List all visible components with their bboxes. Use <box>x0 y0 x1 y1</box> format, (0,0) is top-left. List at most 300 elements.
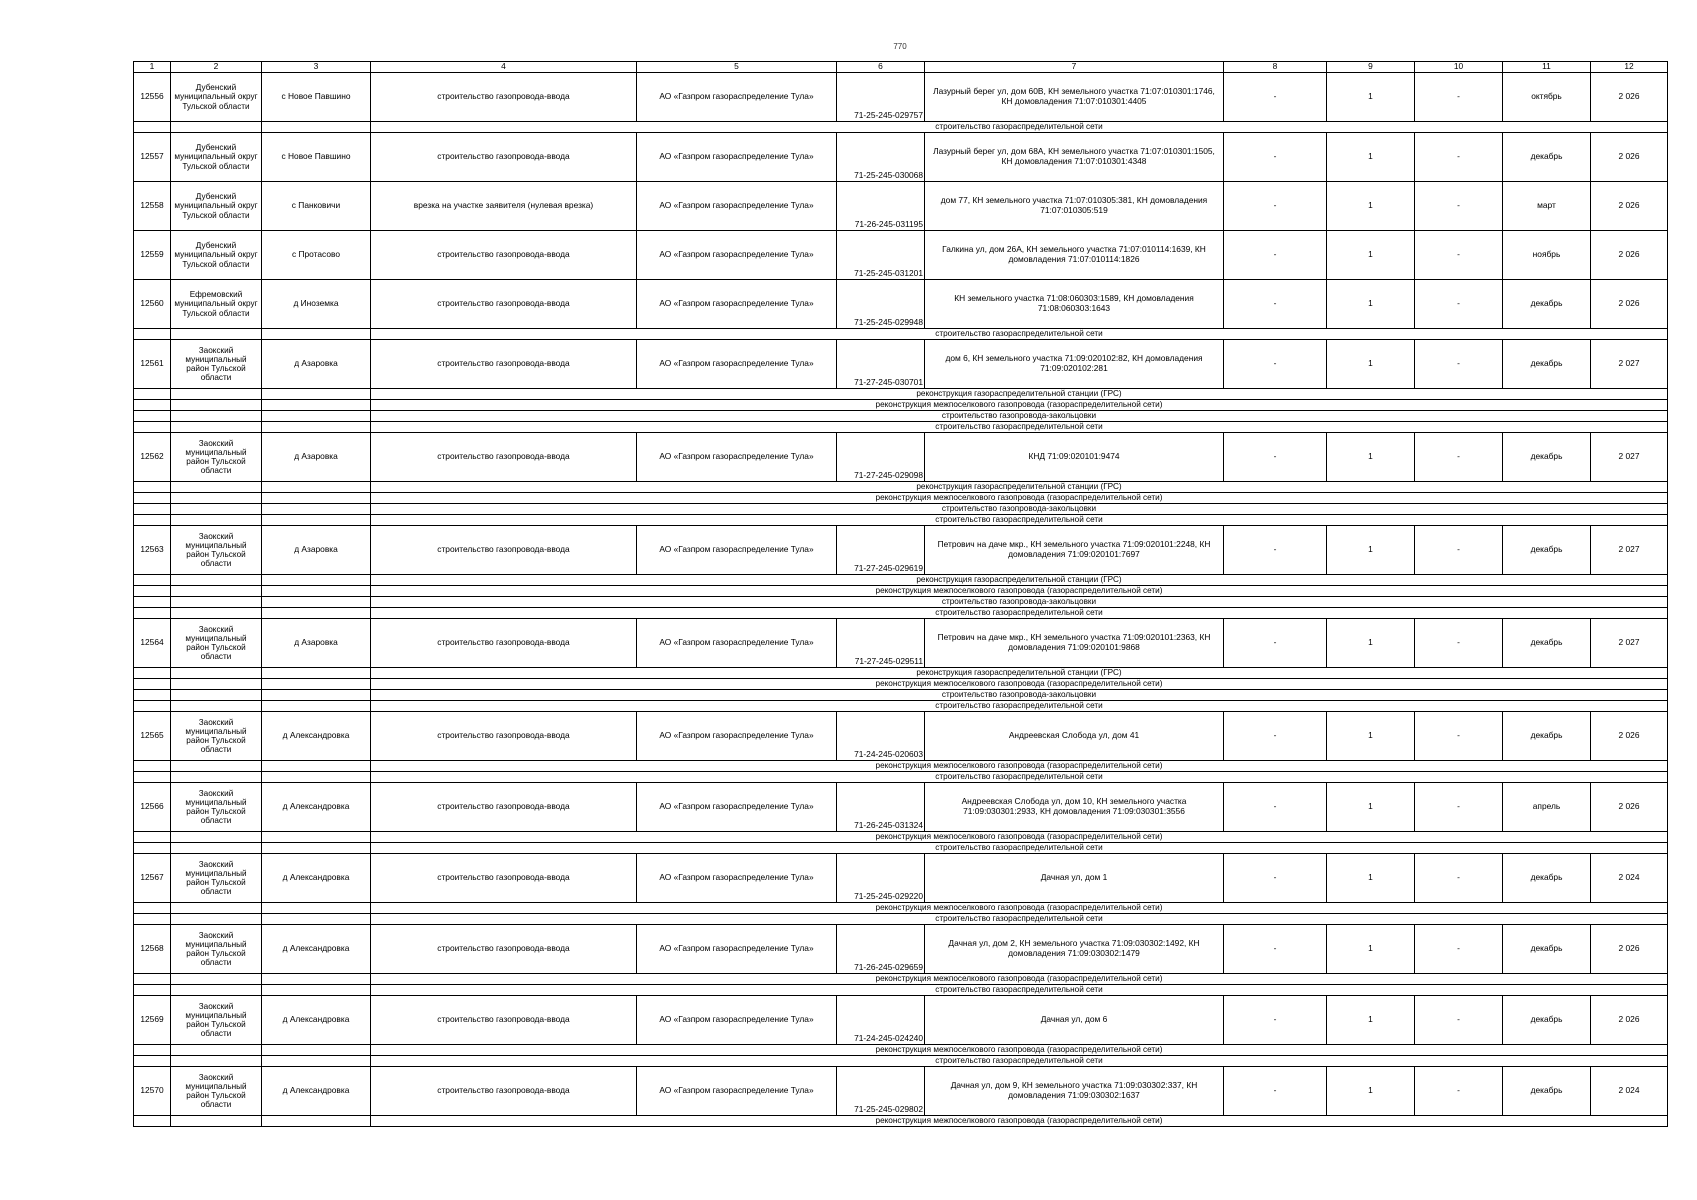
month-cell: декабрь <box>1503 280 1591 329</box>
col9-cell: 1 <box>1327 433 1415 482</box>
sub-empty-cell <box>171 903 262 914</box>
address-cell: Петрович на даче мкр., КН земельного участка 71:09:020101:2363, КН домовладения 71:09:020101:9868 <box>925 619 1224 668</box>
district-cell: Заокский муниципальный район Тульской области <box>171 1067 262 1116</box>
sub-empty-cell <box>262 914 371 925</box>
work-type-cell: строительство газопровода-ввода <box>371 280 637 329</box>
sub-empty-cell <box>171 690 262 701</box>
sub-empty-cell <box>262 493 371 504</box>
sub-empty-cell <box>171 1056 262 1067</box>
gasification-table <box>133 61 1668 1127</box>
sub-work-row <box>134 761 1668 772</box>
organization-cell: АО «Газпром газораспределение Тула» <box>637 925 837 974</box>
address-cell: Лазурный берег ул, дом 68А, КН земельного участка 71:07:010301:1505, КН домовладения 71:07:010301:4348 <box>925 133 1224 182</box>
work-type-cell: строительство газопровода-ввода <box>371 526 637 575</box>
locality-cell: с Новое Павшино <box>262 73 371 122</box>
entry-number: 12564 <box>134 619 171 668</box>
district-cell: Заокский муниципальный район Тульской области <box>171 619 262 668</box>
sub-work-text: реконструкция межпоселкового газопровода (газораспределительной сети) <box>371 1045 1668 1056</box>
table-row <box>134 996 1668 1045</box>
district-cell: Заокский муниципальный район Тульской области <box>171 925 262 974</box>
sub-empty-cell <box>134 761 171 772</box>
sub-empty-cell <box>171 761 262 772</box>
application-number-cell: 71-25-245-029802 <box>837 1067 925 1116</box>
sub-empty-cell <box>171 122 262 133</box>
sub-work-text: строительство газораспределительной сети <box>371 515 1668 526</box>
sub-empty-cell <box>134 668 171 679</box>
locality-cell: д Александровка <box>262 712 371 761</box>
organization-cell: АО «Газпром газораспределение Тула» <box>637 854 837 903</box>
entry-number: 12570 <box>134 1067 171 1116</box>
application-number-cell: 71-24-245-024240 <box>837 996 925 1045</box>
district-cell: Дубенский муниципальный округ Тульской области <box>171 73 262 122</box>
col10-cell: - <box>1415 433 1503 482</box>
organization-cell: АО «Газпром газораспределение Тула» <box>637 73 837 122</box>
sub-empty-cell <box>262 389 371 400</box>
sub-empty-cell <box>262 400 371 411</box>
sub-empty-cell <box>134 575 171 586</box>
col10-cell: - <box>1415 133 1503 182</box>
year-cell: 2 027 <box>1591 619 1668 668</box>
district-cell: Заокский муниципальный район Тульской области <box>171 526 262 575</box>
sub-empty-cell <box>262 772 371 783</box>
sub-empty-cell <box>262 974 371 985</box>
entry-number: 12565 <box>134 712 171 761</box>
col9-cell: 1 <box>1327 73 1415 122</box>
district-cell: Дубенский муниципальный округ Тульской области <box>171 133 262 182</box>
year-cell: 2 026 <box>1591 133 1668 182</box>
col10-cell: - <box>1415 854 1503 903</box>
sub-work-row <box>134 493 1668 504</box>
district-cell: Заокский муниципальный район Тульской области <box>171 340 262 389</box>
table-row <box>134 133 1668 182</box>
sub-empty-cell <box>262 586 371 597</box>
address-cell: дом 77, КН земельного участка 71:07:010305:381, КН домовладения 71:07:010305:519 <box>925 182 1224 231</box>
table-row <box>134 925 1668 974</box>
col9-cell: 1 <box>1327 133 1415 182</box>
sub-empty-cell <box>134 122 171 133</box>
entry-number: 12569 <box>134 996 171 1045</box>
sub-empty-cell <box>171 608 262 619</box>
sub-work-text: реконструкция межпоселкового газопровода (газораспределительной сети) <box>371 493 1668 504</box>
locality-cell: д Азаровка <box>262 526 371 575</box>
locality-cell: д Иноземка <box>262 280 371 329</box>
column-header-7: 7 <box>925 62 1224 73</box>
sub-empty-cell <box>134 974 171 985</box>
sub-empty-cell <box>262 903 371 914</box>
col10-cell: - <box>1415 340 1503 389</box>
sub-empty-cell <box>134 843 171 854</box>
sub-empty-cell <box>262 985 371 996</box>
address-cell: КНД 71:09:020101:9474 <box>925 433 1224 482</box>
sub-work-text: строительство газопровода-закольцовки <box>371 504 1668 515</box>
address-cell: Андреевская Слобода ул, дом 41 <box>925 712 1224 761</box>
work-type-cell: врезка на участке заявителя (нулевая врезка) <box>371 182 637 231</box>
sub-empty-cell <box>262 597 371 608</box>
col10-cell: - <box>1415 1067 1503 1116</box>
locality-cell: с Панковичи <box>262 182 371 231</box>
address-cell: Андреевская Слобода ул, дом 10, КН земельного участка 71:09:030301:2933, КН домовладения 71:09:030301:3556 <box>925 783 1224 832</box>
sub-empty-cell <box>262 608 371 619</box>
sub-empty-cell <box>134 329 171 340</box>
organization-cell: АО «Газпром газораспределение Тула» <box>637 783 837 832</box>
col10-cell: - <box>1415 783 1503 832</box>
sub-work-text: строительство газопровода-закольцовки <box>371 597 1668 608</box>
col8-cell: - <box>1224 712 1327 761</box>
sub-empty-cell <box>134 504 171 515</box>
sub-work-row <box>134 843 1668 854</box>
sub-empty-cell <box>134 914 171 925</box>
sub-work-text: реконструкция межпоселкового газопровода (газораспределительной сети) <box>371 586 1668 597</box>
entry-number: 12563 <box>134 526 171 575</box>
table-row <box>134 854 1668 903</box>
year-cell: 2 024 <box>1591 1067 1668 1116</box>
entry-number: 12557 <box>134 133 171 182</box>
district-cell: Заокский муниципальный район Тульской области <box>171 854 262 903</box>
sub-empty-cell <box>134 832 171 843</box>
sub-work-row <box>134 400 1668 411</box>
work-type-cell: строительство газопровода-ввода <box>371 712 637 761</box>
column-header-10: 10 <box>1415 62 1503 73</box>
organization-cell: АО «Газпром газораспределение Тула» <box>637 133 837 182</box>
entry-number: 12562 <box>134 433 171 482</box>
col8-cell: - <box>1224 433 1327 482</box>
sub-empty-cell <box>262 668 371 679</box>
sub-work-text: реконструкция газораспределительной станции (ГРС) <box>371 575 1668 586</box>
month-cell: ноябрь <box>1503 231 1591 280</box>
sub-empty-cell <box>134 608 171 619</box>
sub-empty-cell <box>134 400 171 411</box>
year-cell: 2 024 <box>1591 854 1668 903</box>
col8-cell: - <box>1224 1067 1327 1116</box>
sub-empty-cell <box>262 575 371 586</box>
sub-work-row <box>134 701 1668 712</box>
col9-cell: 1 <box>1327 854 1415 903</box>
col9-cell: 1 <box>1327 925 1415 974</box>
col8-cell: - <box>1224 854 1327 903</box>
table-row <box>134 231 1668 280</box>
sub-empty-cell <box>134 679 171 690</box>
sub-empty-cell <box>171 597 262 608</box>
application-number-cell: 71-24-245-020603 <box>837 712 925 761</box>
locality-cell: д Александровка <box>262 1067 371 1116</box>
column-header-11: 11 <box>1503 62 1591 73</box>
month-cell: декабрь <box>1503 619 1591 668</box>
sub-empty-cell <box>262 411 371 422</box>
sub-work-row <box>134 608 1668 619</box>
col9-cell: 1 <box>1327 280 1415 329</box>
sub-empty-cell <box>134 1045 171 1056</box>
table-row <box>134 73 1668 122</box>
application-number-cell: 71-26-245-031195 <box>837 182 925 231</box>
sub-work-row <box>134 832 1668 843</box>
sub-empty-cell <box>171 1045 262 1056</box>
col9-cell: 1 <box>1327 182 1415 231</box>
sub-work-row <box>134 974 1668 985</box>
sub-empty-cell <box>134 772 171 783</box>
locality-cell: д Александровка <box>262 854 371 903</box>
table-row <box>134 340 1668 389</box>
work-type-cell: строительство газопровода-ввода <box>371 231 637 280</box>
month-cell: декабрь <box>1503 133 1591 182</box>
table-row <box>134 712 1668 761</box>
sub-empty-cell <box>171 701 262 712</box>
district-cell: Дубенский муниципальный округ Тульской области <box>171 231 262 280</box>
table-row <box>134 1067 1668 1116</box>
work-type-cell: строительство газопровода-ввода <box>371 619 637 668</box>
column-header-1: 1 <box>134 62 171 73</box>
col8-cell: - <box>1224 340 1327 389</box>
year-cell: 2 026 <box>1591 280 1668 329</box>
sub-empty-cell <box>134 482 171 493</box>
col8-cell: - <box>1224 526 1327 575</box>
sub-empty-cell <box>171 504 262 515</box>
col9-cell: 1 <box>1327 340 1415 389</box>
sub-work-text: строительство газораспределительной сети <box>371 701 1668 712</box>
sub-empty-cell <box>262 690 371 701</box>
sub-work-text: строительство газопровода-закольцовки <box>371 411 1668 422</box>
sub-work-text: строительство газораспределительной сети <box>371 329 1668 340</box>
month-cell: декабрь <box>1503 854 1591 903</box>
sub-work-text: реконструкция межпоселкового газопровода (газораспределительной сети) <box>371 903 1668 914</box>
sub-empty-cell <box>134 411 171 422</box>
sub-empty-cell <box>262 1056 371 1067</box>
sub-empty-cell <box>262 515 371 526</box>
sub-work-text: строительство газораспределительной сети <box>371 122 1668 133</box>
column-header-3: 3 <box>262 62 371 73</box>
year-cell: 2 027 <box>1591 340 1668 389</box>
year-cell: 2 026 <box>1591 925 1668 974</box>
locality-cell: д Александровка <box>262 996 371 1045</box>
month-cell: декабрь <box>1503 340 1591 389</box>
col10-cell: - <box>1415 996 1503 1045</box>
year-cell: 2 026 <box>1591 712 1668 761</box>
sub-work-row <box>134 422 1668 433</box>
sub-work-text: строительство газопровода-закольцовки <box>371 690 1668 701</box>
table-row <box>134 783 1668 832</box>
col10-cell: - <box>1415 925 1503 974</box>
district-cell: Заокский муниципальный район Тульской области <box>171 783 262 832</box>
column-header-9: 9 <box>1327 62 1415 73</box>
district-cell: Заокский муниципальный район Тульской области <box>171 712 262 761</box>
sub-empty-cell <box>262 122 371 133</box>
col9-cell: 1 <box>1327 231 1415 280</box>
address-cell: Дачная ул, дом 1 <box>925 854 1224 903</box>
year-cell: 2 026 <box>1591 996 1668 1045</box>
sub-work-row <box>134 668 1668 679</box>
locality-cell: д Азаровка <box>262 619 371 668</box>
organization-cell: АО «Газпром газораспределение Тула» <box>637 526 837 575</box>
col10-cell: - <box>1415 619 1503 668</box>
sub-empty-cell <box>262 761 371 772</box>
sub-work-row <box>134 411 1668 422</box>
sub-empty-cell <box>134 515 171 526</box>
month-cell: апрель <box>1503 783 1591 832</box>
sub-work-text: реконструкция межпоселкового газопровода (газораспределительной сети) <box>371 1116 1668 1127</box>
month-cell: март <box>1503 182 1591 231</box>
organization-cell: АО «Газпром газораспределение Тула» <box>637 182 837 231</box>
sub-work-text: строительство газораспределительной сети <box>371 772 1668 783</box>
application-number-cell: 71-26-245-031324 <box>837 783 925 832</box>
table-row <box>134 526 1668 575</box>
sub-empty-cell <box>134 422 171 433</box>
sub-work-row <box>134 586 1668 597</box>
sub-empty-cell <box>134 690 171 701</box>
organization-cell: АО «Газпром газораспределение Тула» <box>637 619 837 668</box>
year-cell: 2 026 <box>1591 182 1668 231</box>
sub-work-text: реконструкция газораспределительной станции (ГРС) <box>371 389 1668 400</box>
col8-cell: - <box>1224 925 1327 974</box>
application-number-cell: 71-25-245-029757 <box>837 73 925 122</box>
sub-empty-cell <box>171 914 262 925</box>
sub-empty-cell <box>171 422 262 433</box>
sub-empty-cell <box>171 843 262 854</box>
sub-empty-cell <box>134 903 171 914</box>
col9-cell: 1 <box>1327 619 1415 668</box>
sub-empty-cell <box>262 701 371 712</box>
sub-empty-cell <box>171 493 262 504</box>
sub-work-row <box>134 914 1668 925</box>
year-cell: 2 026 <box>1591 783 1668 832</box>
table-row <box>134 280 1668 329</box>
sub-empty-cell <box>262 422 371 433</box>
sub-empty-cell <box>171 411 262 422</box>
table-row <box>134 433 1668 482</box>
address-cell: Дачная ул, дом 6 <box>925 996 1224 1045</box>
application-number-cell: 71-25-245-029220 <box>837 854 925 903</box>
col9-cell: 1 <box>1327 1067 1415 1116</box>
col8-cell: - <box>1224 280 1327 329</box>
locality-cell: д Александровка <box>262 783 371 832</box>
sub-work-text: строительство газораспределительной сети <box>371 1056 1668 1067</box>
address-cell: дом 6, КН земельного участка 71:09:020102:82, КН домовладения 71:09:020102:281 <box>925 340 1224 389</box>
year-cell: 2 027 <box>1591 526 1668 575</box>
address-cell: Дачная ул, дом 9, КН земельного участка 71:09:030302:337, КН домовладения 71:09:030302:1637 <box>925 1067 1224 1116</box>
col9-cell: 1 <box>1327 712 1415 761</box>
sub-empty-cell <box>171 985 262 996</box>
work-type-cell: строительство газопровода-ввода <box>371 1067 637 1116</box>
col10-cell: - <box>1415 526 1503 575</box>
sub-empty-cell <box>134 701 171 712</box>
sub-empty-cell <box>262 329 371 340</box>
col8-cell: - <box>1224 182 1327 231</box>
month-cell: декабрь <box>1503 996 1591 1045</box>
sub-work-row <box>134 1045 1668 1056</box>
sub-empty-cell <box>262 482 371 493</box>
sub-work-row <box>134 903 1668 914</box>
sub-work-text: реконструкция межпоселкового газопровода (газораспределительной сети) <box>371 832 1668 843</box>
table-row <box>134 182 1668 231</box>
district-cell: Заокский муниципальный район Тульской области <box>171 433 262 482</box>
work-type-cell: строительство газопровода-ввода <box>371 854 637 903</box>
sub-work-row <box>134 504 1668 515</box>
locality-cell: д Александровка <box>262 925 371 974</box>
entry-number: 12566 <box>134 783 171 832</box>
month-cell: декабрь <box>1503 712 1591 761</box>
sub-empty-cell <box>171 515 262 526</box>
entry-number: 12560 <box>134 280 171 329</box>
sub-work-text: реконструкция межпоселкового газопровода (газораспределительной сети) <box>371 761 1668 772</box>
sub-work-text: строительство газораспределительной сети <box>371 608 1668 619</box>
column-header-2: 2 <box>171 62 262 73</box>
address-cell: Галкина ул, дом 26А, КН земельного участка 71:07:010114:1639, КН домовладения 71:07:010114:1826 <box>925 231 1224 280</box>
sub-empty-cell <box>262 843 371 854</box>
sub-empty-cell <box>171 389 262 400</box>
sub-empty-cell <box>171 1116 262 1127</box>
work-type-cell: строительство газопровода-ввода <box>371 340 637 389</box>
entry-number: 12558 <box>134 182 171 231</box>
organization-cell: АО «Газпром газораспределение Тула» <box>637 996 837 1045</box>
sub-empty-cell <box>171 586 262 597</box>
address-cell: Дачная ул, дом 2, КН земельного участка 71:09:030302:1492, КН домовладения 71:09:030302:1479 <box>925 925 1224 974</box>
sub-work-row <box>134 515 1668 526</box>
entry-number: 12561 <box>134 340 171 389</box>
address-cell: Лазурный берег ул, дом 60В, КН земельного участка 71:07:010301:1746, КН домовладения 71:07:010301:4405 <box>925 73 1224 122</box>
sub-empty-cell <box>134 389 171 400</box>
work-type-cell: строительство газопровода-ввода <box>371 783 637 832</box>
work-type-cell: строительство газопровода-ввода <box>371 133 637 182</box>
col9-cell: 1 <box>1327 783 1415 832</box>
organization-cell: АО «Газпром газораспределение Тула» <box>637 280 837 329</box>
sub-work-row <box>134 1056 1668 1067</box>
sub-empty-cell <box>134 1056 171 1067</box>
sub-empty-cell <box>171 832 262 843</box>
col10-cell: - <box>1415 73 1503 122</box>
sub-work-text: строительство газораспределительной сети <box>371 985 1668 996</box>
application-number-cell: 71-27-245-029098 <box>837 433 925 482</box>
work-type-cell: строительство газопровода-ввода <box>371 73 637 122</box>
table-row <box>134 619 1668 668</box>
sub-empty-cell <box>171 575 262 586</box>
col10-cell: - <box>1415 280 1503 329</box>
work-type-cell: строительство газопровода-ввода <box>371 925 637 974</box>
sub-work-row <box>134 690 1668 701</box>
page-number: 770 <box>893 42 907 51</box>
application-number-cell: 71-25-245-029948 <box>837 280 925 329</box>
col8-cell: - <box>1224 231 1327 280</box>
column-header-6: 6 <box>837 62 925 73</box>
sub-work-text: строительство газораспределительной сети <box>371 422 1668 433</box>
organization-cell: АО «Газпром газораспределение Тула» <box>637 433 837 482</box>
sub-empty-cell <box>262 679 371 690</box>
col10-cell: - <box>1415 182 1503 231</box>
sub-work-row <box>134 772 1668 783</box>
col8-cell: - <box>1224 783 1327 832</box>
sub-empty-cell <box>262 1116 371 1127</box>
entry-number: 12559 <box>134 231 171 280</box>
organization-cell: АО «Газпром газораспределение Тула» <box>637 712 837 761</box>
col8-cell: - <box>1224 133 1327 182</box>
application-number-cell: 71-27-245-029511 <box>837 619 925 668</box>
col9-cell: 1 <box>1327 996 1415 1045</box>
sub-work-row <box>134 329 1668 340</box>
sub-work-row <box>134 679 1668 690</box>
sub-empty-cell <box>171 400 262 411</box>
application-number-cell: 71-27-245-030701 <box>837 340 925 389</box>
sub-work-text: реконструкция межпоселкового газопровода (газораспределительной сети) <box>371 400 1668 411</box>
sub-work-row <box>134 122 1668 133</box>
locality-cell: д Азаровка <box>262 340 371 389</box>
sub-empty-cell <box>171 329 262 340</box>
column-header-8: 8 <box>1224 62 1327 73</box>
organization-cell: АО «Газпром газораспределение Тула» <box>637 1067 837 1116</box>
column-header-5: 5 <box>637 62 837 73</box>
column-header-12: 12 <box>1591 62 1668 73</box>
sub-work-row <box>134 985 1668 996</box>
col10-cell: - <box>1415 712 1503 761</box>
district-cell: Ефремовский муниципальный округ Тульской области <box>171 280 262 329</box>
sub-empty-cell <box>171 668 262 679</box>
address-cell: КН земельного участка 71:08:060303:1589, КН домовладения 71:08:060303:1643 <box>925 280 1224 329</box>
